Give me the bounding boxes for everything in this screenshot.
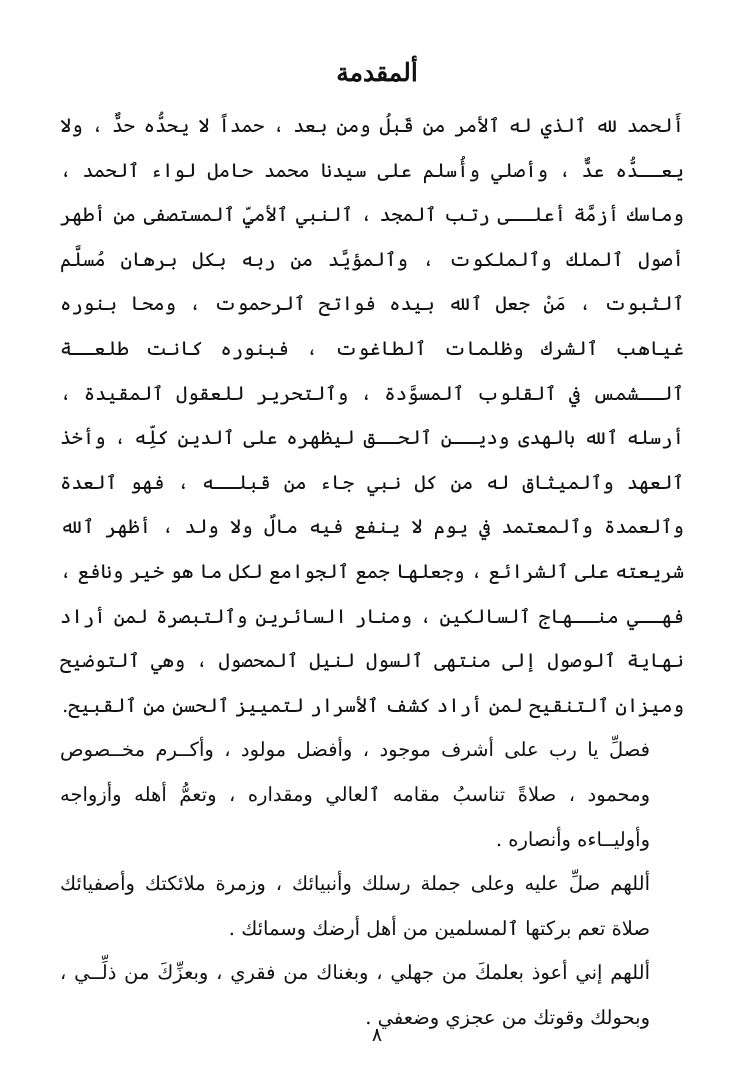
body-text (60, 104, 684, 1040)
paragraph-introduction: أَلحمد لله ٱلذي له ٱلأمر من قَبلُ ومن بعد ، حمداً لا يحدُّه حدٌّ ، ولا يعــدُّه عدٌّ ، وأصلي وأُسلم على سيدنا محمد حامل لواء ٱلحمد ، وماسك أزمَّة أعلــى رتب ٱلمجد ، ٱلنبي ٱلأميِّ ٱلمستصفى من أطهر أصول ٱلملك وٱلملكوت ، وٱلمؤيَّد من ربه بكل برهان مُسلَّم ٱلثبوت ، مَنْ جعل ٱلله بيده فواتح ٱلرحموت ، ومحا بنوره غياهب ٱلشرك وظلمات ٱلطاغوت ، فبنوره كانت طلعــة ٱلــشمس في ٱلقلوب ٱلمسوَّدة ، وٱلتحرير للعقول ٱلمقيدة ، أرسله ٱلله بالهدى وديــن ٱلحــق ليظهره على ٱلدين كلِّه ، وأخذ ٱلعهد وٱلميثاق له من كل نبي جاء من قبلــه ، فهو ٱلعدة وٱلعمدة وٱلمعتمد في يوم لا ينفع فيه مالٌ ولا ولد ، أظهر ٱلله شريعته على ٱلشرائع ، وجعلها جمع ٱلجوامع لكل ما هو خير ونافع ، فهــي منــهاج ٱلسالكين ، ومنار السائرين وٱلتبصرة لمن أراد نهاية ٱلوصول إلى منتهى ٱلسول لنيل ٱلمحصول ، وهي ٱلتوضيح وميزان ٱلتنقيح لمن أراد كشف ٱلأسرار لتمييز ٱلحسن من ٱلقبيح. (60, 114, 684, 717)
paragraph-prayer-refuge: أللهم إني أعوذ بعلمكَ من جهلي ، وبغناك من فقري ، وبعزِّكَ من ذلِّــي ، وبحولك وقوتك من عجزي وضعفي . (60, 961, 650, 1029)
page-number: ٨ (371, 1024, 383, 1046)
paragraph-prayer-salutation: أللهم صلِّ عليه وعلى جملة رسلك وأنبيائك ، وزمرة ملائكتك وأصفيائك صلاة تعم بركتها ٱلمسلمين من أهل أرضك وسمائك . (60, 872, 650, 940)
paragraph-blessing: فصلِّ يا رب على أشرف موجود ، وأفضل مولود ، وأكــرم مخــصوص ومحمود ، صلاةً تناسبُ مقامه ٱلعالي ومقداره ، وتعمُّ أهله وأزواجه وأوليــاءه وأنصاره . (60, 738, 650, 851)
page-title: ألمقدمة (336, 58, 418, 87)
